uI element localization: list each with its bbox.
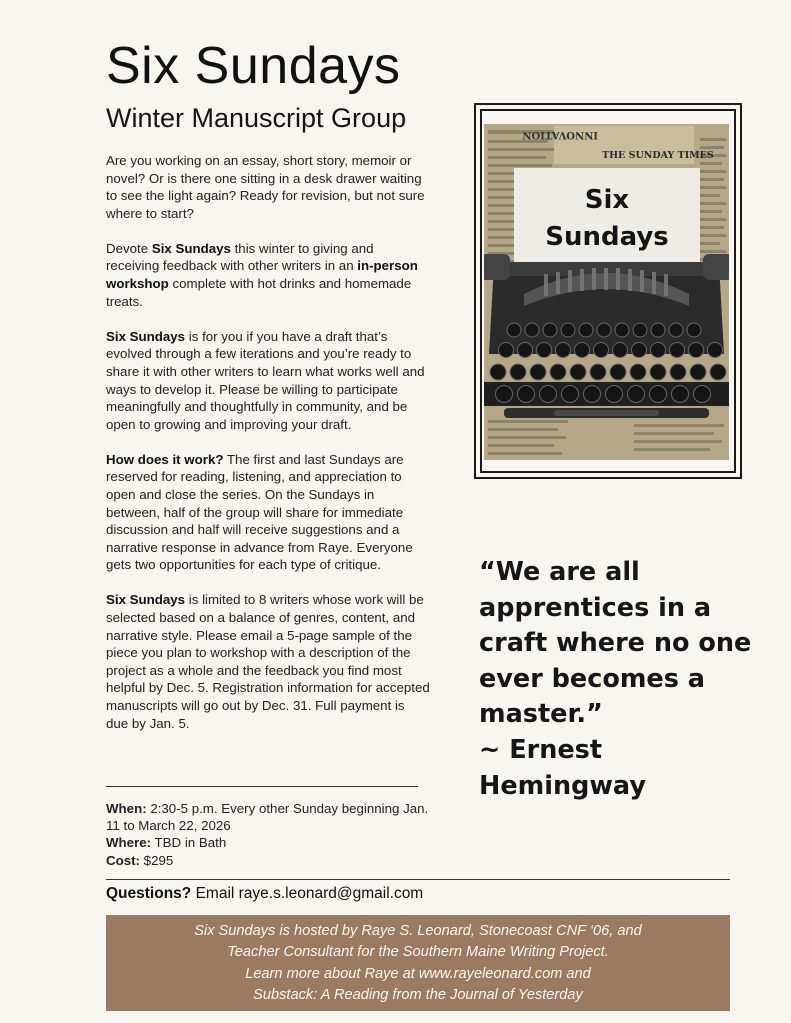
- event-details: [106, 800, 436, 869]
- typewriter-photo: [484, 124, 729, 460]
- bold-run: Six Sundays: [151, 240, 231, 256]
- text-run: Devote: [106, 240, 152, 256]
- devote-paragraph: [106, 240, 430, 310]
- footer-line[interactable]: Learn more about Raye at www.rayeleonard.com and: [245, 965, 591, 982]
- hemingway-quote: [479, 555, 769, 804]
- how-paragraph: [106, 451, 430, 574]
- contact-email-link[interactable]: Email raye.s.leonard@gmail.com: [191, 885, 424, 902]
- text-run: The first and last Sundays are reserved for reading, listening, and appreciation to open and close the series. On the Sundays in between, half of the group will share for immediate discussion and half will receive suggestions and a narrative response in advance from Raye. Everyone gets two opportunities for each type of critique.: [106, 451, 413, 573]
- who-paragraph: [106, 328, 430, 434]
- divider: [106, 786, 418, 787]
- bold-run: Six Sundays: [106, 328, 186, 344]
- text-run: complete with hot drinks and homemade treats.: [106, 276, 412, 309]
- when-value: 2:30-5 p.m. Every other Sunday beginning Jan. 11 to March 22, 2026: [106, 801, 429, 834]
- limit-paragraph: [106, 591, 430, 732]
- quote-author: ~ Ernest Hemingway: [479, 734, 646, 801]
- where-label: Where:: [106, 835, 152, 851]
- text-run: is for you if you have a draft that’s evolved through a few iterations and you’re ready to share it with other writers to learn what works well and ways to develop it. Please be willing to participate meaningfully and thoughtfully in community, and be open to growing and improving your draft.: [106, 328, 425, 432]
- bold-run: in-person workshop: [106, 258, 418, 292]
- where-row: [106, 834, 436, 851]
- cost-value: $295: [139, 852, 174, 868]
- newspaper-word: INNOVATION: [522, 129, 598, 140]
- typewriter-illustration: [484, 124, 729, 460]
- bold-run: Six Sundays: [106, 592, 186, 608]
- text-run: is limited to 8 writers whose work will be selected based on a balance of genres, content, and narrative style. Please email a 5-page sample of the piece you plan to workshop with a description of the project as a whole and the feedback you find most helpful by Dec. 5. Registration information for accepted manuscripts will go out by Dec. 31. Full payment is due by Jan. 5.: [106, 592, 430, 731]
- footer-line: Substack: A Reading from the Journal of Yesterday: [253, 987, 583, 1004]
- divider: [106, 879, 730, 880]
- intro-paragraph: Are you working on an essay, short story, memoir or novel? Or is there one sitting in a desk drawer waiting to see the light again? Ready for revision, but not sure where to start?: [106, 153, 425, 221]
- bold-run: How does it work?: [106, 451, 224, 467]
- footer-line: Six Sundays is hosted by Raye S. Leonard, Stonecoast CNF ‘06, and: [194, 923, 642, 939]
- cost-label: Cost:: [106, 852, 140, 868]
- footer-banner: [106, 915, 730, 1011]
- cost-row: [106, 852, 436, 869]
- page-subtitle: Winter Manuscript Group: [106, 103, 407, 133]
- text-run: this winter to giving and receiving feedback with other writers in an: [106, 240, 374, 274]
- paper-line: Six: [584, 185, 630, 215]
- footer-line: Teacher Consultant for the Southern Maine Writing Project.: [227, 944, 609, 961]
- when-row: [106, 800, 436, 834]
- questions-label: Questions?: [106, 885, 192, 902]
- quote-text: “We are all apprentices in a craft where no one ever becomes a master.”: [479, 557, 752, 730]
- newspaper-masthead: THE SUNDAY TIMES: [602, 150, 714, 161]
- paper-line: Sundays: [545, 222, 669, 252]
- description-column: [106, 152, 430, 750]
- paper-title: [514, 182, 700, 256]
- when-label: When:: [106, 801, 147, 816]
- where-value: TBD in Bath: [151, 835, 227, 851]
- questions-line: [106, 885, 423, 903]
- page-title: Six Sundays: [106, 37, 401, 95]
